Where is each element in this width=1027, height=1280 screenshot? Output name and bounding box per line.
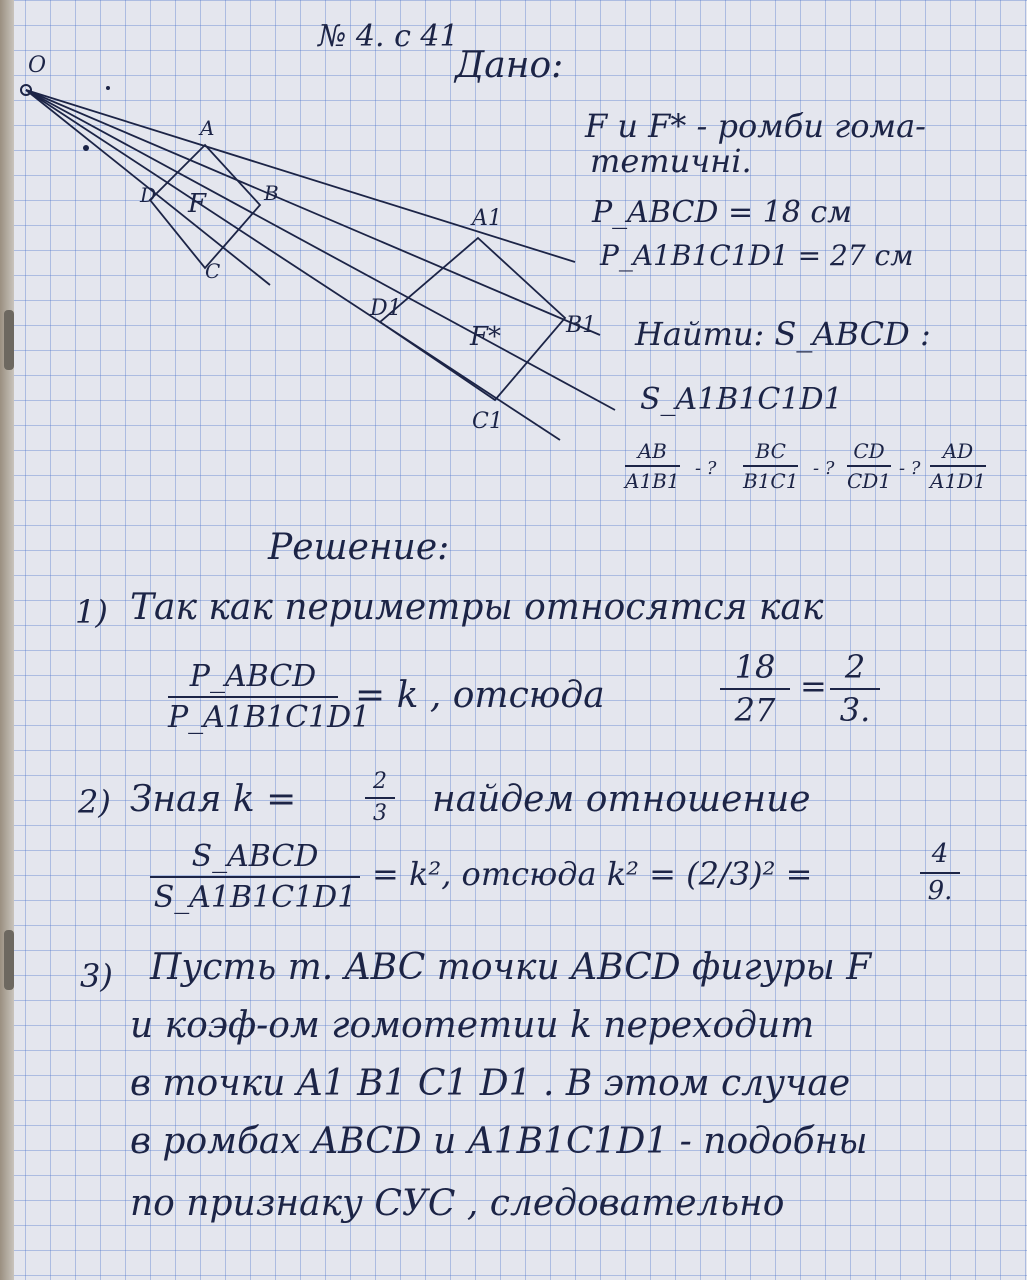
step-1-result-num: 2 [844, 648, 866, 686]
given-line-2: тетичні. [590, 142, 752, 180]
ratio-ab-den: A1B1 [625, 469, 680, 493]
ratio-sep-3: - ? [899, 458, 921, 479]
step-1-text: Так как периметры относятся как [130, 587, 824, 628]
step-3-line-3: в точки A1 B1 C1 D1 . В этом случае [130, 1063, 851, 1104]
step-2-result-num: 4 [931, 839, 949, 869]
step-3-line-5: по признаку СУС , следовательно [130, 1183, 785, 1224]
binding-hole-2 [4, 930, 14, 990]
ray-oc [26, 90, 560, 440]
point-dot-2 [106, 86, 110, 90]
step-1-frac-den: P_A1B1C1D1 [168, 700, 371, 735]
ratio-bc [743, 440, 798, 492]
ratio-sep-1: - ? [695, 458, 717, 479]
label-o: O [28, 53, 47, 78]
step-2-mid: = k², отсюда k² = (2/3)² = [372, 855, 813, 893]
label-d1: D1 [370, 296, 402, 321]
step-2-k-den: 3 [373, 801, 387, 827]
problem-number: № 4. с 41 [318, 19, 459, 54]
step-3-line-2: и коэф-ом гомотетии k переходит [130, 1005, 815, 1046]
step-3-line-1: Пусть т. ABC точки ABCD фигуры F [150, 947, 872, 988]
step-2-number: 2) [78, 783, 111, 821]
step-2-result [920, 840, 960, 905]
ratio-list [625, 440, 1005, 500]
ray-ob [26, 90, 600, 335]
ray-oa [26, 90, 575, 262]
step-1-eq: = [800, 667, 827, 705]
given-line-1: F и F* - ромби гома- [585, 107, 926, 145]
step-2-result-den: 9. [927, 875, 953, 906]
step-1-ratio-num: 18 [734, 648, 776, 686]
ratio-ad-den: A1D1 [930, 469, 986, 493]
step-2-text-a: Зная k = [130, 779, 297, 820]
step-2-k-num: 2 [373, 769, 387, 794]
label-a: A [200, 116, 215, 140]
label-f: F [188, 189, 207, 219]
label-d: D [140, 183, 157, 207]
step-1-fraction [168, 659, 371, 735]
step-1-result [830, 650, 880, 728]
ratio-ab [625, 440, 680, 492]
find-area-big: S_A1B1C1D1 [640, 382, 843, 417]
ratio-sep-2: - ? [813, 458, 835, 479]
step-1-ratio-den: 27 [734, 691, 776, 730]
solution-title: Решение: [268, 527, 450, 568]
find-label: Найти: S_ABCD : [635, 315, 931, 353]
homothety-diagram [0, 0, 640, 470]
step-3-number: 3) [80, 957, 113, 995]
ratio-ab-num: AB [637, 439, 667, 463]
step-1-ratio [720, 650, 790, 728]
step-2-k [365, 770, 395, 826]
label-c1: C1 [472, 409, 503, 434]
ratio-cd-den: CD1 [847, 469, 892, 493]
label-c: C [205, 259, 221, 283]
perimeter-big: P_A1B1C1D1 = 27 см [600, 239, 914, 272]
ratio-bc-num: BC [755, 439, 786, 463]
ratio-ad-num: AD [942, 439, 974, 463]
step-2-text-b: найдем отношение [432, 779, 811, 820]
point-dot [83, 145, 89, 151]
step-3-line-4: в ромбах ABCD и A1B1C1D1 - подобны [130, 1121, 868, 1162]
step-2-fraction [150, 840, 360, 914]
rhombus-a1b1c1d1 [380, 238, 565, 400]
ratio-cd-num: CD [853, 439, 885, 463]
label-fstar: F* [470, 322, 502, 352]
step-1-frac-num: P_ABCD [189, 659, 317, 694]
step-1-result-den: 3. [839, 691, 871, 730]
step-2-frac-num: S_ABCD [191, 839, 319, 874]
given-title: Дано: [455, 45, 564, 86]
ratio-cd [847, 440, 891, 492]
step-2-frac-den: S_A1B1C1D1 [153, 880, 357, 915]
ratio-bc-den: B1C1 [743, 469, 799, 493]
step-1-mid: = k , отсюда [355, 675, 605, 716]
perimeter-small: P_ABCD = 18 см [592, 195, 853, 230]
label-a1: A1 [472, 206, 502, 231]
label-b1: B1 [566, 313, 597, 338]
step-1-number: 1) [75, 593, 108, 631]
ratio-ad [930, 440, 986, 492]
label-b: B [264, 181, 279, 205]
